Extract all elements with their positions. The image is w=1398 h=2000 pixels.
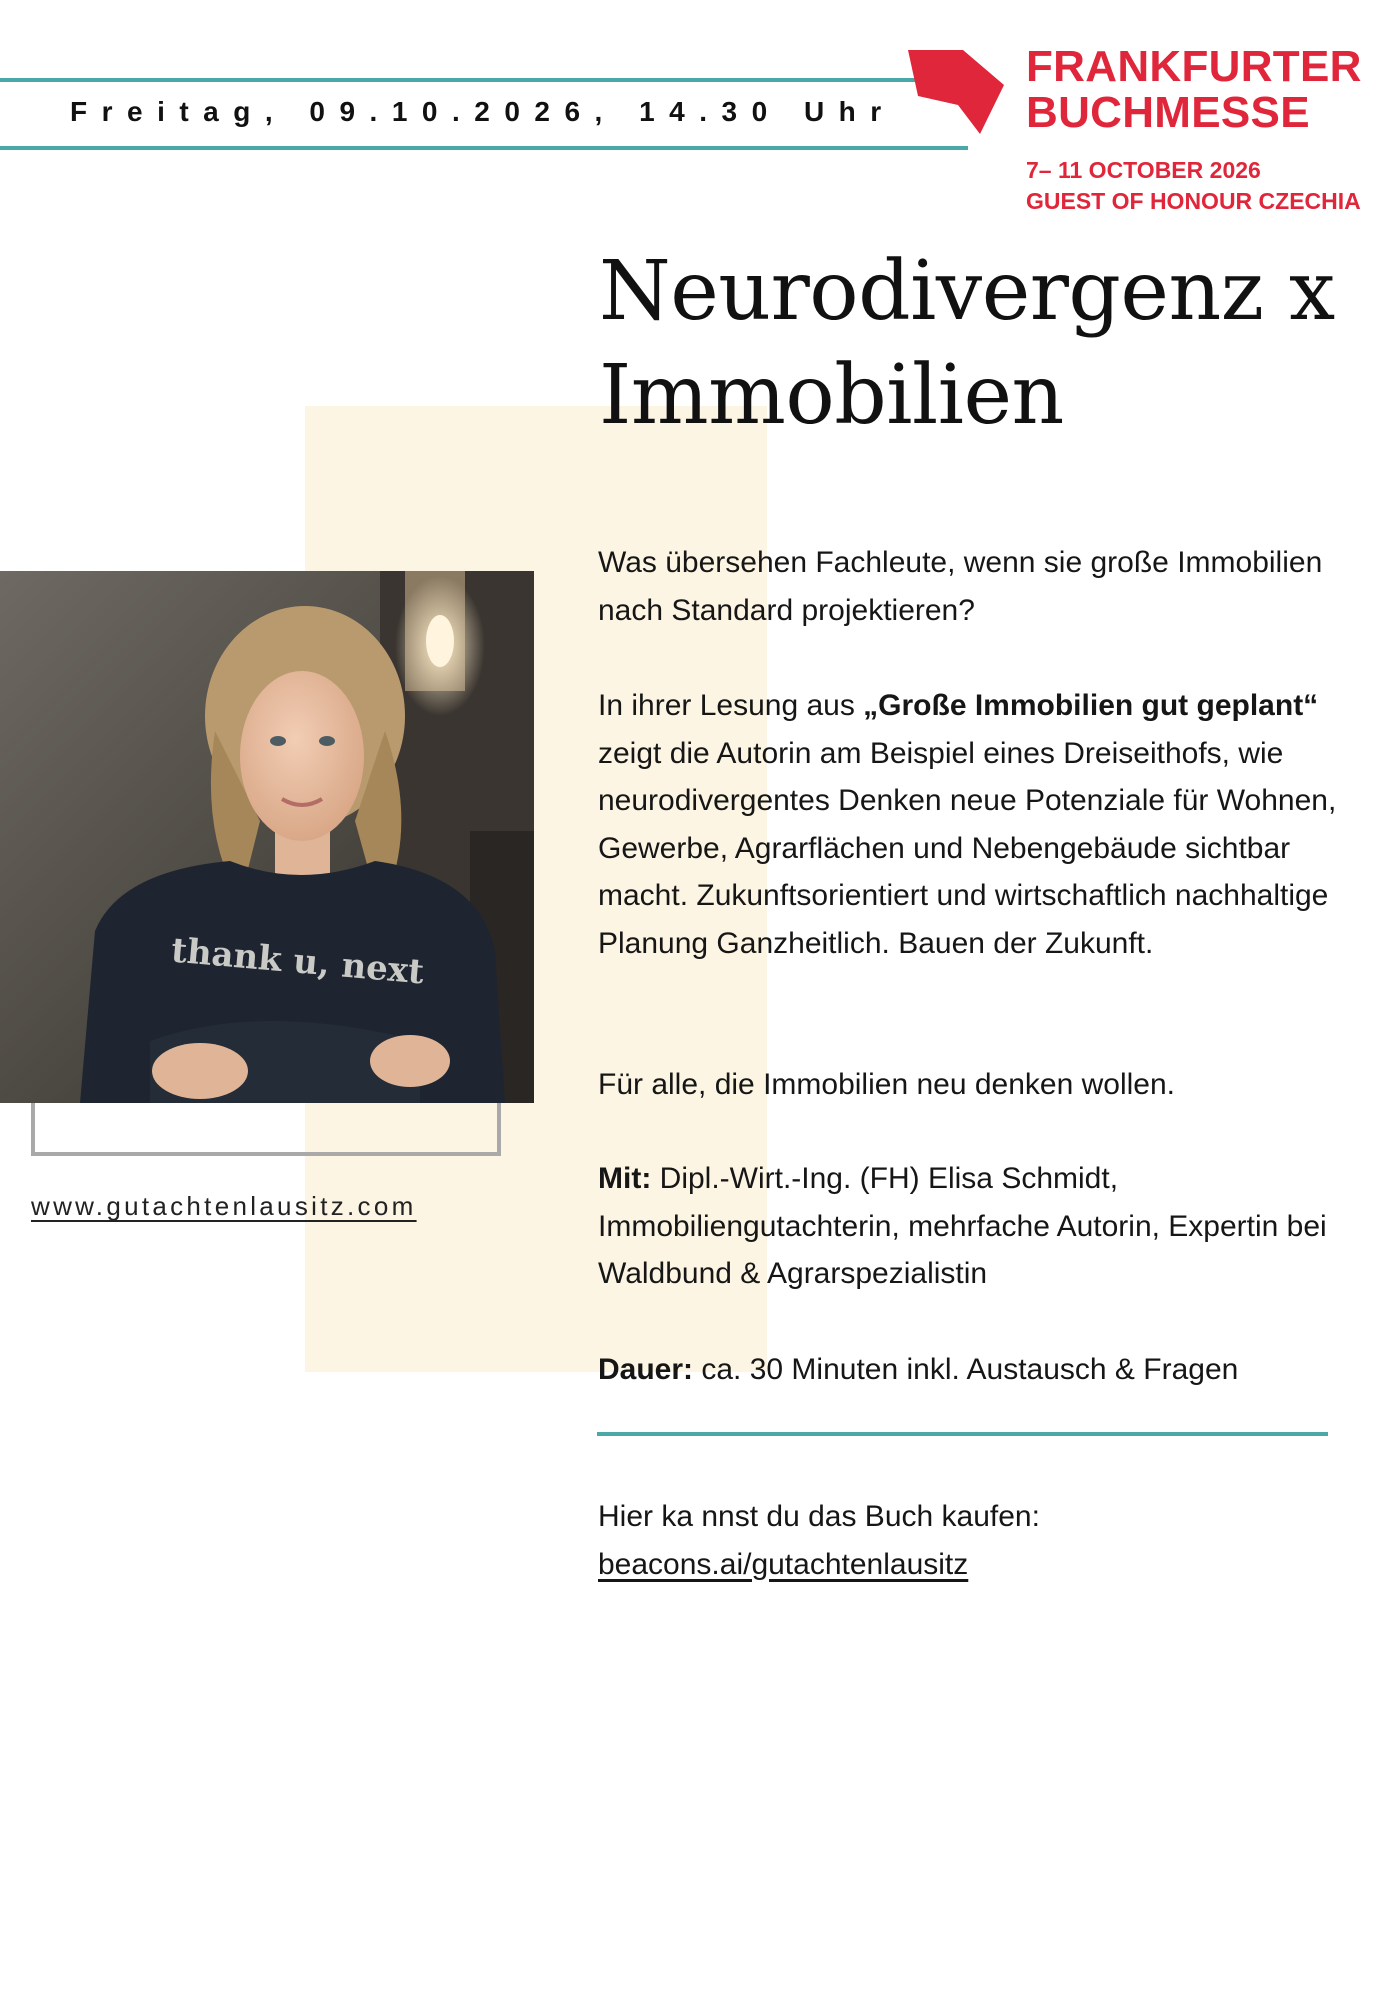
header-rule-bottom [0,146,968,150]
event-title [599,240,1335,448]
logo-line-frankfurter: FRANKFURTER [1026,42,1362,91]
website-link[interactable]: www.gutachtenlausitz.com [31,1191,417,1221]
speaker-info [598,1155,1338,1298]
event-date-time: Freitag, 09.10.2026, 14.30 Uhr [70,96,896,127]
buy-link[interactable]: beacons.ai/gutachtenlausitz [598,1547,969,1581]
audience-text: Für alle, die Immobilien neu denken wollen. [598,1068,1175,1101]
fair-guest-of-honour: GUEST OF HONOUR CZECHIA [1026,188,1361,214]
buy-section [598,1493,1338,1588]
lesung-description [598,682,1338,967]
fair-dates: 7– 11 OCTOBER 2026 [1026,157,1261,183]
lesung-intro: In ihrer Lesung aus [598,689,864,722]
photo-frame-accent [31,1103,501,1156]
buchmesse-logo-icon [908,50,1004,134]
duration-label: Dauer: [598,1353,694,1386]
intro-question: Was übersehen Fachleute, wenn sie große Immobilien nach Standard projektieren? [598,546,1323,627]
duration-details: ca. 30 Minuten inkl. Austausch & Fragen [693,1353,1239,1386]
book-title: „Große Immobilien gut geplant“ [863,689,1319,722]
logo-line-buchmesse: BUCHMESSE [1026,88,1310,137]
sweater-print: thank u, next [169,930,426,993]
event-title-line-1: Neurodivergenz x [599,244,1335,339]
fair-info [1026,155,1361,217]
author-photo [0,571,534,1103]
duration-info [598,1346,1338,1394]
section-divider [597,1432,1328,1436]
lesung-details: zeigt die Autorin am Beispiel eines Dreiseithofs, wie neurodivergentes Denken neue Potenziale für Wohnen, Gewerbe, Agrarflächen und Nebengebäude sichtbar macht. Zukunftsorientiert und wirtschaftlich nachhaltige Planung Ganzheitlich. Bauen der Zukunft. [598,736,1337,960]
buchmesse-logo-text [1026,44,1362,136]
speaker-label: Mit: [598,1162,652,1195]
speaker-details: Dipl.-Wirt.-Ing. (FH) Elisa Schmidt, Immobiliengutachterin, mehrfache Autorin, Expertin bei Waldbund & Agrarspezialistin [598,1162,1327,1290]
header-rule-top [0,78,925,82]
buy-text: Hier ka nnst du das Buch kaufen: [598,1500,1040,1533]
event-title-line-2: Immobilien [599,348,1064,443]
